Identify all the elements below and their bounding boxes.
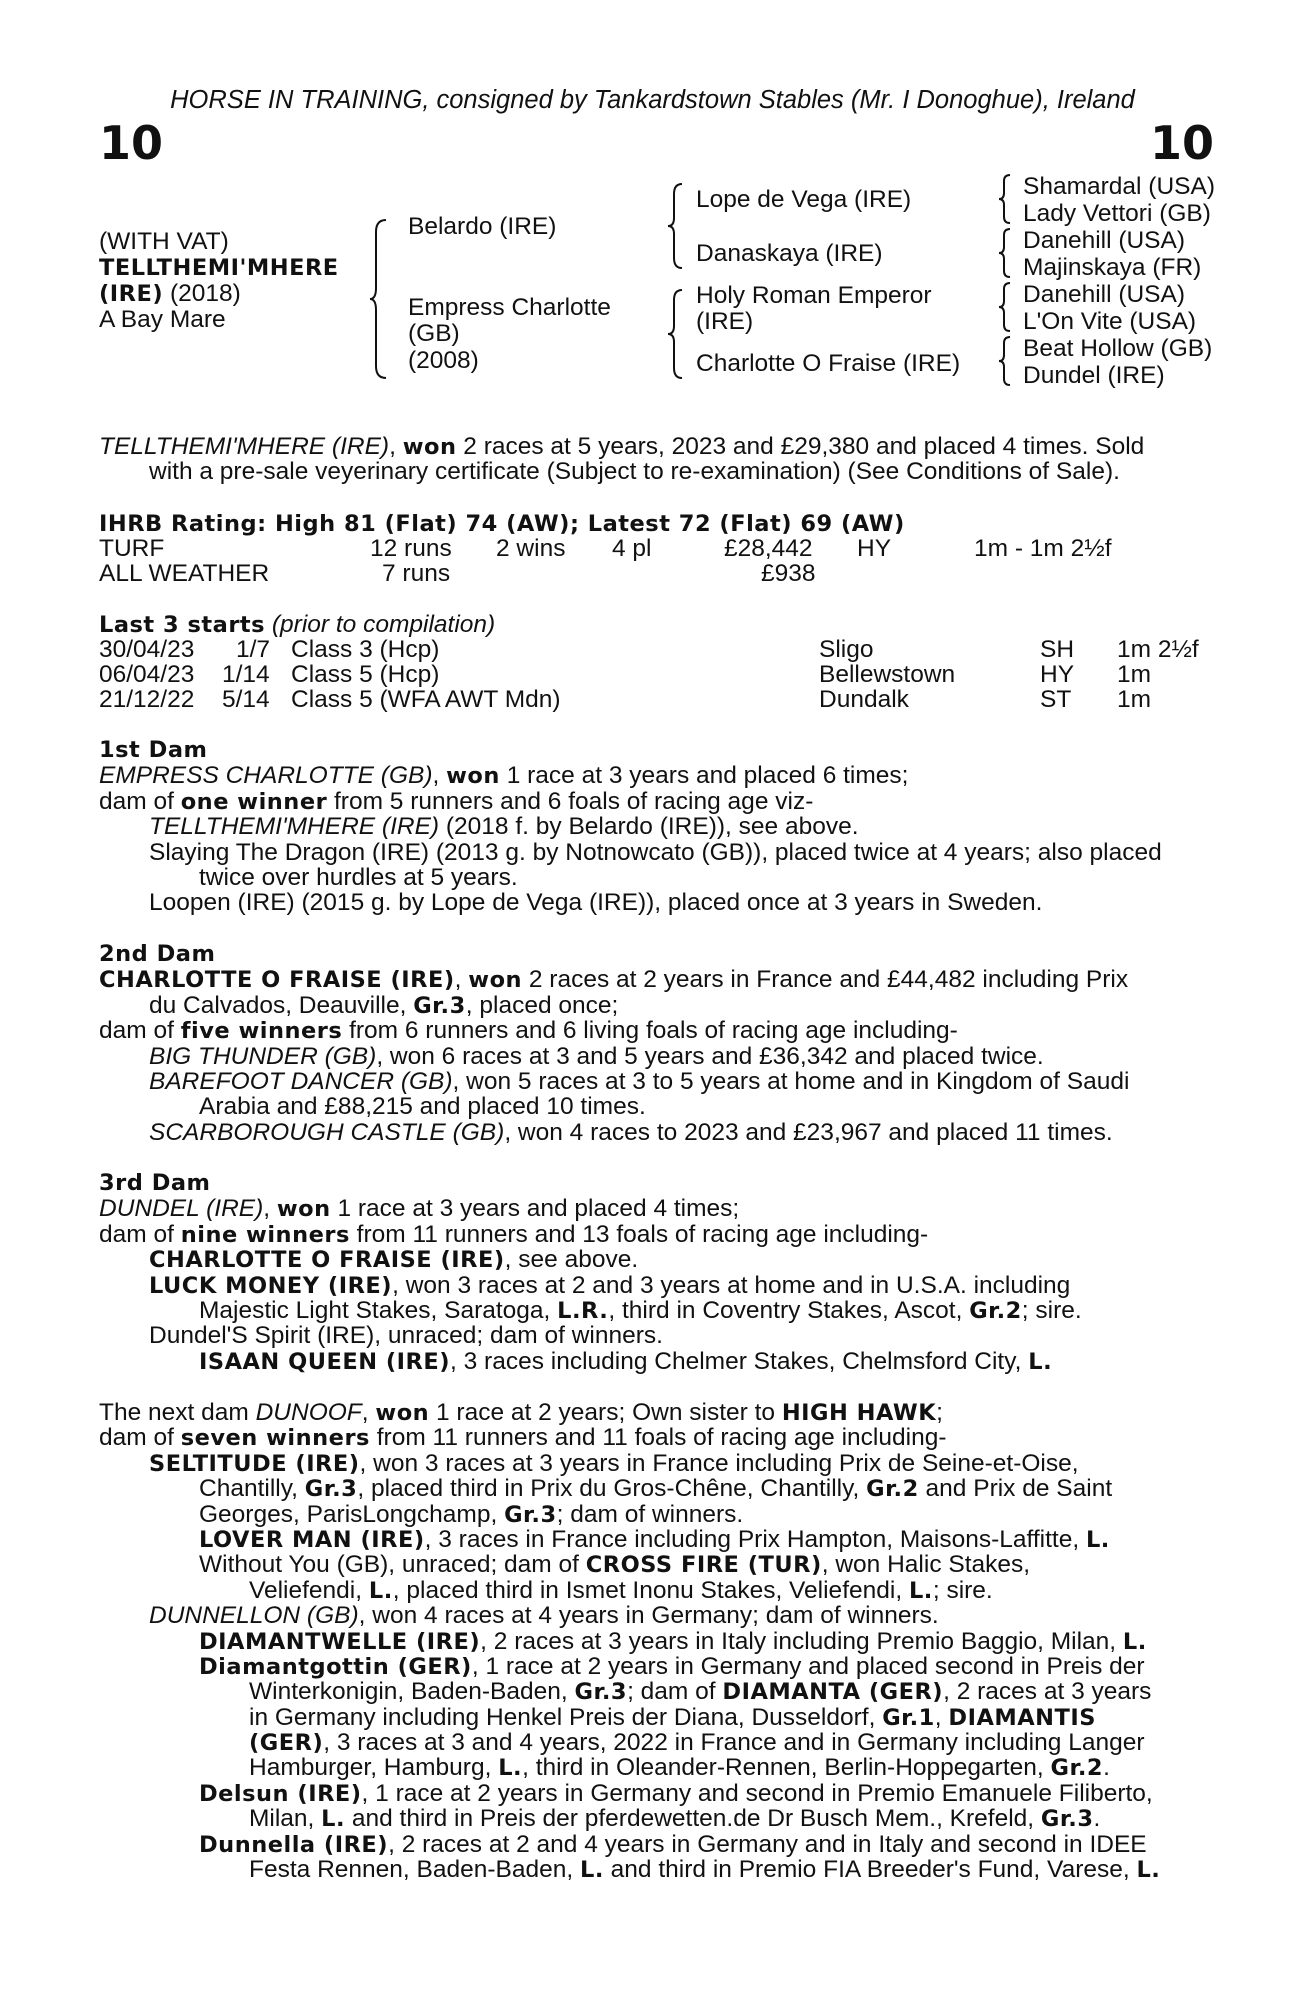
horse-country-year	[99, 281, 241, 307]
bold-text: L.	[368, 1577, 393, 1604]
text-line	[99, 1502, 1160, 1527]
text-segment: from 6 runners and 6 living foals of racing age including-	[342, 1017, 958, 1045]
text-segment: , won 3 races at 2 and 3 years at home and in U.S.A. including	[392, 1271, 1071, 1299]
text-segment: ; sire.	[1021, 1296, 1082, 1324]
bold-text: Gr.2	[1050, 1755, 1104, 1782]
text-line	[99, 814, 1162, 839]
last-starts-note: (prior to compilation)	[271, 611, 496, 638]
text-line	[99, 789, 1162, 814]
text-segment: , placed once;	[465, 991, 619, 1019]
italic-horse-name: SCARBOROUGH CASTLE (GB)	[149, 1118, 505, 1146]
start-race: Class 5 (WFA AWT Mdn)	[291, 686, 561, 713]
text-line	[99, 1425, 1160, 1450]
turf-placed: 4 pl	[612, 535, 652, 562]
text-line	[99, 763, 1162, 788]
dam-sire-name-line-1: Holy Roman Emperor	[696, 282, 932, 309]
bold-text: Gr.3	[574, 1679, 628, 1706]
brace-dam	[666, 288, 686, 380]
aw-runs: 7 runs	[382, 560, 451, 587]
gen4-name: Beat Hollow (GB)	[1023, 335, 1213, 362]
text-line: twice over hurdles at 5 years.	[199, 863, 518, 891]
text-line	[99, 1069, 1129, 1094]
gen4-name: Danehill (USA)	[1023, 281, 1186, 308]
text-segment: ; dam of winners.	[556, 1500, 744, 1528]
text-segment: , 2 races at 3 years in Italy including Premio Baggio, Milan,	[480, 1627, 1123, 1655]
text-line: TELLTHEMI'MHERE (IRE), won 2 races at 5 years, 2023 and £29,380 and placed 4 times. Sold	[99, 433, 1145, 460]
text-segment: ; dam of	[627, 1678, 723, 1706]
bold-text: SELTITUDE (IRE)	[149, 1450, 360, 1477]
text-line: Slaying The Dragon (IRE) (2013 g. by Notnowcato (GB)), placed twice at 4 years; also placed	[149, 838, 1162, 866]
text-line	[99, 1705, 1160, 1730]
text-segment: ;	[936, 1399, 943, 1426]
text-segment: Veliefendi,	[249, 1576, 369, 1604]
page-header: HORSE IN TRAINING, consigned by Tankardstown Stables (Mr. I Donoghue), Ireland	[170, 86, 1135, 114]
text-segment: du Calvados, Deauville,	[149, 991, 414, 1019]
start-race: Class 3 (Hcp)	[291, 636, 440, 663]
text-segment: Winterkonigin, Baden-Baden,	[249, 1678, 575, 1706]
bold-text: five winners	[180, 1018, 343, 1045]
bold-text: won	[276, 1196, 331, 1223]
text-segment: Georges, ParisLongchamp,	[199, 1500, 505, 1528]
turf-label: TURF	[99, 535, 165, 562]
text-line	[99, 1120, 1129, 1145]
next-dam-section	[99, 1400, 1160, 1882]
bold-text: won	[446, 763, 500, 790]
text-segment: and third in Premio FIA Breeder's Fund, Varese,	[603, 1856, 1137, 1884]
text-line	[99, 1552, 1160, 1577]
bold-text: Dunnella (IRE)	[199, 1831, 389, 1858]
bold-text: Gr.3	[304, 1476, 358, 1503]
sire-name: Belardo (IRE)	[408, 213, 557, 240]
text-line	[99, 1476, 1160, 1501]
bold-text: Gr.2	[969, 1297, 1022, 1324]
text-line	[99, 1400, 1160, 1425]
text-segment: 1 race at 3 years and placed 6 times;	[499, 762, 909, 790]
start-going: HY	[1040, 661, 1075, 688]
gen4-name: Lady Vettori (GB)	[1023, 200, 1211, 227]
text-segment: , 1 race at 2 years in Germany and placed second in Preis der	[471, 1652, 1145, 1680]
bold-text: L.R.	[557, 1297, 609, 1324]
bold-text: LUCK MONEY (IRE)	[149, 1272, 393, 1299]
text-segment: Milan,	[249, 1805, 322, 1833]
gen4-name: Shamardal (USA)	[1023, 173, 1215, 200]
text-segment: Festa Rennen, Baden-Baden,	[249, 1856, 580, 1884]
text-segment: , won 4 races at 4 years in Germany; dam of winners.	[358, 1602, 939, 1630]
text-line	[99, 1451, 1160, 1476]
bold-text: seven winners	[180, 1425, 370, 1452]
bold-text: DIAMANTWELLE (IRE)	[199, 1628, 481, 1655]
summary-text-2: with a pre-sale veyerinary certificate (Subject to re-examination) (See Conditions of Sale).	[149, 458, 1120, 486]
text-line	[99, 1044, 1129, 1069]
text-segment: ; sire.	[932, 1576, 993, 1604]
start-distance: 1m 2½f	[1117, 636, 1199, 663]
text-segment: 1 race at 2 years; Own sister to	[429, 1399, 782, 1426]
bold-text: Gr.3	[1040, 1806, 1094, 1833]
race-summary	[99, 434, 1144, 485]
start-race: Class 5 (Hcp)	[291, 661, 440, 688]
gen4-name: L'On Vite (USA)	[1023, 308, 1197, 335]
start-course: Bellewstown	[819, 661, 956, 688]
text-segment: dam of	[99, 1017, 181, 1045]
text-line	[99, 1781, 1160, 1806]
bold-text: DIAMANTIS	[948, 1704, 1096, 1731]
bold-text: L.	[1136, 1857, 1161, 1884]
italic-horse-name: DUNDEL (IRE)	[99, 1195, 264, 1223]
text-line	[99, 1730, 1160, 1755]
start-course: Dundalk	[819, 686, 909, 713]
text-line	[99, 1298, 1082, 1323]
text-segment: ,	[432, 762, 447, 790]
start-date: 21/12/22	[99, 686, 195, 713]
aw-money: £938	[761, 560, 816, 587]
text-line	[99, 1629, 1160, 1654]
lot-number-left: 10	[99, 116, 164, 170]
text-segment: 1 race at 3 years and placed 4 times;	[330, 1195, 740, 1223]
text-segment: dam of	[99, 787, 181, 815]
italic-horse-name: BAREFOOT DANCER (GB)	[149, 1067, 453, 1095]
bold-text: Delsun (IRE)	[199, 1780, 362, 1807]
text-segment: ,	[263, 1195, 277, 1223]
text-segment: , placed third in Prix du Gros-Chêne, Chantilly,	[357, 1475, 867, 1503]
text-segment: , 2 races at 3 years	[943, 1678, 1152, 1706]
text-segment: , 2 races at 2 and 4 years in Germany and in Italy and second in IDEE	[388, 1830, 1147, 1858]
gen4-name: Dundel (IRE)	[1023, 362, 1165, 389]
summary-text: 2 races at 5 years, 2023 and £29,380 and placed 4 times. Sold	[456, 433, 1145, 460]
last-starts-title: Last 3 starts	[99, 612, 266, 638]
bold-text: L.	[1085, 1526, 1110, 1553]
text-segment: and Prix de Saint	[918, 1475, 1113, 1503]
start-distance: 1m	[1117, 661, 1152, 688]
brace-gen3-4	[996, 335, 1014, 387]
horse-name: TELLTHEMI'MHERE	[99, 255, 339, 281]
bold-text: ISAAN QUEEN (IRE)	[199, 1348, 451, 1375]
italic-horse-name: TELLTHEMI'MHERE (IRE)	[149, 813, 440, 841]
italic-horse-name: BIG THUNDER (GB)	[149, 1042, 377, 1070]
section-heading: 2nd Dam	[99, 941, 216, 967]
bold-text: Gr.3	[413, 992, 466, 1019]
horse-year: (2018)	[169, 280, 241, 307]
sire-sire-name: Lope de Vega (IRE)	[696, 186, 912, 213]
sire-dam-name: Danaskaya (IRE)	[696, 240, 883, 267]
bold-text: DIAMANTA (GER)	[722, 1679, 944, 1706]
text-segment: , see above.	[504, 1246, 639, 1274]
text-segment: Hamburger, Hamburg,	[249, 1754, 499, 1782]
gen4-name: Danehill (USA)	[1023, 227, 1186, 254]
italic-horse-name: DUNOOF	[255, 1399, 362, 1426]
bold-text: won	[468, 967, 523, 994]
bold-text: Gr.1	[882, 1704, 935, 1731]
text-segment: , 3 races including Chelmer Stakes, Chelmsford City,	[450, 1347, 1029, 1375]
text-line	[99, 1679, 1160, 1704]
turf-distance: 1m - 1m 2½f	[974, 535, 1112, 562]
text-segment: , third in Oleander-Rennen, Berlin-Hoppegarten,	[522, 1754, 1051, 1782]
text-line	[99, 1578, 1160, 1603]
text-line	[99, 1755, 1160, 1780]
text-segment: .	[1103, 1754, 1110, 1782]
second-dam-section	[99, 942, 1129, 1145]
text-segment: , placed third in Ismet Inonu Stakes, Veliefendi,	[392, 1576, 909, 1604]
text-line	[99, 1349, 1082, 1374]
lot-number-right: 10	[1150, 116, 1215, 170]
start-date: 06/04/23	[99, 661, 195, 688]
text-segment: ,	[934, 1703, 949, 1731]
bold-text: nine winners	[180, 1221, 350, 1248]
brace-sire	[666, 182, 686, 270]
brace-gen3-3	[996, 281, 1014, 333]
text-line	[99, 1654, 1160, 1679]
text-segment: in Germany including Henkel Preis der Diana, Dusseldorf,	[249, 1703, 883, 1731]
text-segment: The next dam	[99, 1399, 256, 1426]
text-segment: , third in Coventry Stakes, Ascot,	[608, 1296, 970, 1324]
turf-going: HY	[857, 535, 892, 562]
text-segment: from 11 runners and 11 foals of racing age including-	[369, 1424, 947, 1452]
bold-text: L.	[1122, 1628, 1147, 1655]
text-segment: Majestic Light Stakes, Saratoga,	[199, 1296, 558, 1324]
text-segment: dam of	[99, 1424, 181, 1452]
text-segment: , won 3 races at 3 years in France including Prix de Seine-et-Oise,	[359, 1449, 1079, 1477]
text-segment: , 1 race at 2 years in Germany and second in Premio Emanuele Filiberto,	[361, 1779, 1153, 1807]
section-heading: 3rd Dam	[99, 1170, 211, 1196]
text-line	[99, 1857, 1160, 1882]
text-line	[99, 1018, 1129, 1043]
dam-dam-name: Charlotte O Fraise (IRE)	[696, 350, 961, 377]
text-segment: , 3 races at 3 and 4 years, 2022 in France and in Germany including Langer	[323, 1729, 1145, 1757]
third-dam-section	[99, 1171, 1082, 1374]
text-segment: Chantilly,	[199, 1475, 305, 1503]
first-dam-section	[99, 738, 1162, 916]
bold-text: Diamantgottin (GER)	[199, 1653, 472, 1680]
text-line: Arabia and £88,215 and placed 10 times.	[199, 1093, 646, 1121]
text-segment: .	[1093, 1805, 1101, 1833]
bold-text: L.	[321, 1806, 346, 1833]
bold-text: L.	[1028, 1348, 1053, 1375]
bold-text: L.	[498, 1755, 523, 1782]
text-segment: , won 5 races at 3 to 5 years at home and in Kingdom of Saudi	[452, 1067, 1130, 1095]
text-segment: dam of	[99, 1220, 181, 1248]
text-segment: from 11 runners and 13 foals of racing age including-	[349, 1220, 929, 1248]
bold-text: Gr.3	[504, 1501, 557, 1528]
bold-text: L.	[908, 1577, 933, 1604]
bold-text: LOVER MAN (IRE)	[199, 1526, 425, 1553]
text-segment: and third in Preis der pferdewetten.de Dr Busch Mem., Krefeld,	[345, 1805, 1041, 1833]
start-going: ST	[1040, 686, 1072, 713]
text-segment: 2 races at 2 years in France and £44,482 including Prix	[522, 966, 1129, 994]
horse-country: (IRE)	[99, 281, 164, 307]
dam-name-line-1: Empress Charlotte	[408, 294, 611, 321]
start-date: 30/04/23	[99, 636, 195, 663]
start-position: 1/7	[236, 636, 271, 663]
turf-money: £28,442	[724, 535, 813, 562]
text-line	[99, 993, 1129, 1018]
start-distance: 1m	[1117, 686, 1152, 713]
text-segment: , won Halic Stakes,	[821, 1551, 1031, 1579]
start-position: 1/14	[222, 661, 270, 688]
text-segment: (2018 f. by Belardo (IRE)), see above.	[439, 813, 859, 841]
bold-text: CHARLOTTE O FRAISE (IRE)	[99, 967, 455, 994]
start-position: 5/14	[222, 686, 270, 713]
text-line	[99, 1273, 1082, 1298]
start-going: SH	[1040, 636, 1075, 663]
brace-horse	[368, 218, 390, 380]
text-line	[99, 1527, 1160, 1552]
bold-text: CHARLOTTE O FRAISE (IRE)	[149, 1247, 505, 1274]
bold-text: Gr.2	[866, 1476, 919, 1503]
text-line	[99, 1196, 1082, 1221]
turf-wins: 2 wins	[496, 535, 566, 562]
text-segment: Without You (GB), unraced; dam of	[199, 1551, 586, 1579]
italic-horse-name: DUNNELLON (GB)	[149, 1602, 359, 1630]
turf-runs: 12 runs	[370, 535, 452, 562]
rating-heading: IHRB Rating: High 81 (Flat) 74 (AW); Latest 72 (Flat) 69 (AW)	[99, 511, 905, 537]
bold-text: HIGH HAWK	[781, 1400, 937, 1426]
text-segment: ,	[361, 1399, 376, 1426]
text-line	[99, 1222, 1082, 1247]
bold-text: won	[375, 1400, 430, 1426]
start-course: Sligo	[819, 636, 874, 663]
text-segment: , won 4 races to 2023 and £23,967 and placed 11 times.	[504, 1118, 1113, 1146]
bold-text: L.	[579, 1857, 604, 1884]
horse-description: A Bay Mare	[99, 306, 226, 333]
aw-label: ALL WEATHER	[99, 560, 270, 587]
vat-label: (WITH VAT)	[99, 228, 229, 255]
text-line: Dundel'S Spirit (IRE), unraced; dam of winners.	[149, 1322, 663, 1350]
last-starts-heading	[99, 612, 495, 638]
brace-gen3-2	[996, 227, 1014, 279]
text-line: Loopen (IRE) (2015 g. by Lope de Vega (IRE)), placed once at 3 years in Sweden.	[149, 889, 1043, 917]
text-segment: from 5 runners and 6 foals of racing age viz-	[327, 787, 814, 815]
text-line	[99, 1832, 1160, 1857]
summary-horse-name: TELLTHEMI'MHERE (IRE)	[99, 433, 390, 460]
text-segment: ,	[454, 966, 469, 994]
dam-year: (2008)	[408, 347, 479, 374]
text-line	[99, 1806, 1160, 1831]
gen4-name: Majinskaya (FR)	[1023, 254, 1202, 281]
text-segment: , 3 races in France including Prix Hampton, Maisons-Laffitte,	[424, 1525, 1086, 1553]
dam-sire-name-line-2: (IRE)	[696, 308, 754, 335]
text-segment: , won 6 races at 3 and 5 years and £36,342 and placed twice.	[376, 1042, 1044, 1070]
section-heading: 1st Dam	[99, 737, 208, 763]
text-line	[99, 1247, 1082, 1272]
bold-text: (GER)	[249, 1730, 324, 1757]
brace-gen3-1	[996, 173, 1014, 225]
text-line	[99, 967, 1129, 992]
bold-text: CROSS FIRE (TUR)	[585, 1552, 822, 1579]
summary-won: won	[402, 434, 457, 460]
dam-name-line-2: (GB)	[408, 320, 460, 347]
bold-text: one winner	[180, 788, 328, 815]
italic-horse-name: EMPRESS CHARLOTTE (GB)	[99, 762, 433, 790]
text-line	[99, 1603, 1160, 1628]
